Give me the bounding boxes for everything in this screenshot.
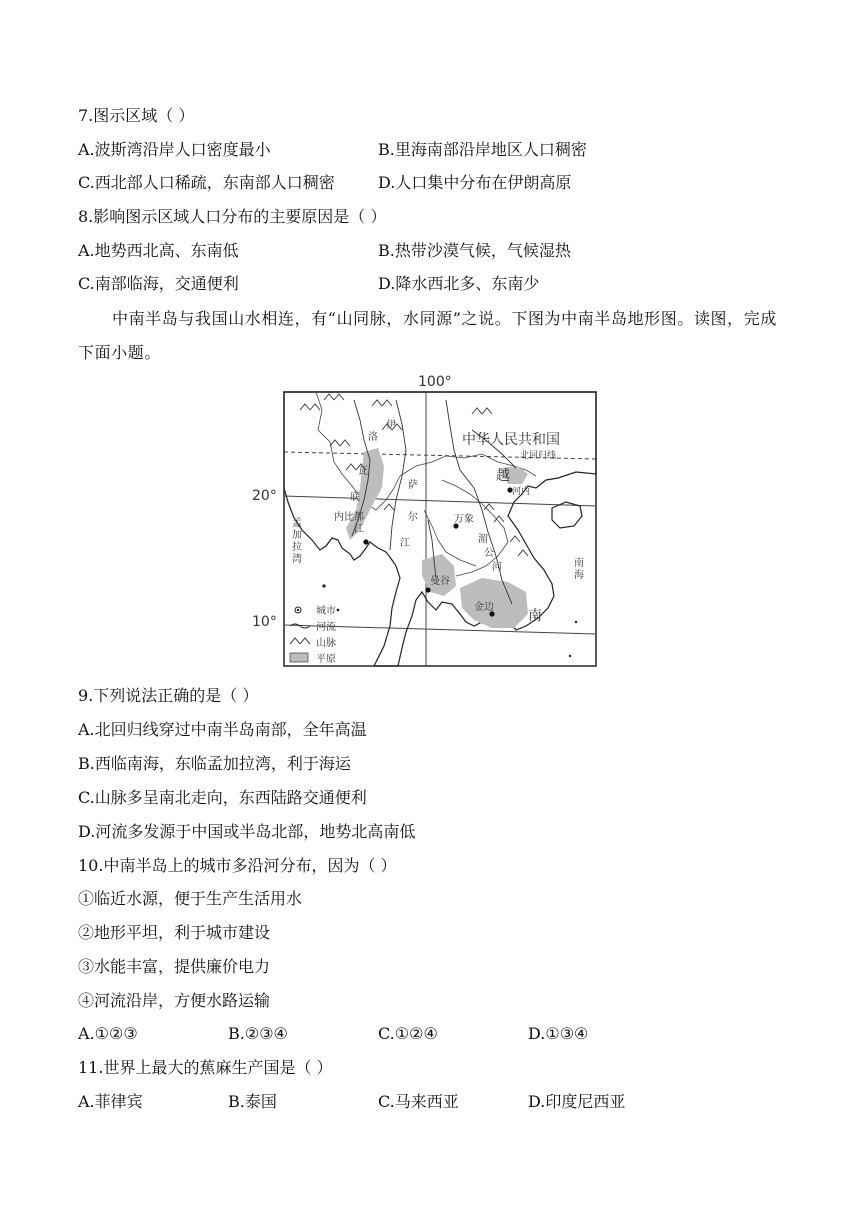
indochina-terrain-map [246, 370, 612, 672]
q8-option-c: C.南部临海，交通便利 [78, 274, 239, 293]
q7-stem: 7.图示区域（ ） [78, 106, 195, 125]
q10-statement-2: ②地形平坦，利于城市建设 [78, 923, 271, 942]
river-char-he: 河 [492, 562, 502, 573]
label-south-china-sea [574, 556, 584, 581]
city-bangkok-dot [425, 587, 430, 592]
q11-option-d: D.印度尼西亚 [528, 1092, 626, 1111]
river-char-gong: 公 [484, 548, 494, 559]
q10-option-b: B.②③④ [228, 1024, 288, 1043]
svg-text:拉: 拉 [292, 542, 302, 553]
river-char-er: 尔 [408, 512, 418, 523]
q8-option-d: D.降水西北多、东南少 [378, 274, 540, 293]
svg-text:加: 加 [292, 530, 302, 541]
lat-10-label: 10° [252, 614, 277, 630]
q7-option-c: C.西北部人口稀疏，东南部人口稠密 [78, 173, 335, 192]
passage-intro: 中南半岛与我国山水相连，有“山同脉，水同源”之说。下图为中南半岛地形图。读图，完成下面小题。 [78, 309, 777, 362]
label-naypyidaw: 内比都 [334, 512, 364, 523]
q8-option-b: B.热带沙漠气候，气候湿热 [378, 241, 571, 260]
q9-stem: 9.下列说法正确的是（ ） [78, 686, 259, 705]
legend-plain-icon [290, 653, 308, 662]
q10-option-d: D.①③④ [528, 1024, 589, 1043]
river-char-jiang-2: 江 [400, 538, 410, 549]
q11-option-c: C.马来西亚 [378, 1092, 459, 1111]
q8-option-a: A.地势西北高、东南低 [78, 241, 239, 260]
legend-mountain: 山脉 [316, 638, 336, 649]
label-bangkok: 曼谷 [430, 576, 450, 587]
river-char-wa: 瓦 [358, 466, 368, 477]
label-phnompenh: 金边 [474, 602, 494, 613]
q7-option-a: A.波斯湾沿岸人口密度最小 [78, 140, 271, 159]
river-char-jiang: 江 [354, 524, 364, 535]
q10-stem: 10.中南半岛上的城市多沿河分布，因为（ ） [78, 856, 397, 875]
island-dot [322, 584, 325, 587]
legend-plain: 平原 [316, 654, 336, 665]
label-vietnam-south: 南 [528, 608, 542, 624]
lat-20-label: 20° [252, 488, 277, 504]
city-naypyidaw-dot [363, 539, 368, 544]
legend-river: 河流 [316, 622, 336, 633]
island-dot [575, 621, 577, 623]
q10-option-c: C.①②④ [378, 1024, 438, 1043]
q11-stem: 11.世界上最大的蕉麻生产国是（ ） [78, 1058, 333, 1077]
q9-option-a: A.北回归线穿过中南半岛南部，全年高温 [78, 720, 367, 739]
q9-option-b: B.西临南海，东临孟加拉湾，利于海运 [78, 754, 351, 773]
river-char-di: 底 [350, 492, 360, 503]
q10-statement-4: ④河流沿岸，方便水路运输 [78, 991, 271, 1010]
river-char-yi: 伊 [386, 420, 396, 431]
svg-text:孟: 孟 [292, 518, 302, 529]
q11-option-b: B.泰国 [228, 1092, 277, 1111]
q7-option-d: D.人口集中分布在伊朗高原 [378, 173, 572, 192]
svg-text:海: 海 [574, 570, 584, 581]
river-char-luo: 洛 [368, 432, 378, 443]
island-dot [569, 655, 571, 657]
label-hanoi: 河内 [512, 487, 531, 497]
q10-option-a: A.①②③ [78, 1024, 138, 1043]
river-char-sa: 萨 [408, 480, 418, 491]
q8-stem: 8.影响图示区域人口分布的主要原因是（ ） [78, 207, 387, 226]
legend-city: 城市 [316, 606, 336, 617]
island-dot [337, 609, 340, 612]
q11-option-a: A.菲律宾 [78, 1092, 143, 1111]
q10-statement-3: ③水能丰富，提供廉价电力 [78, 957, 271, 976]
label-tropic: 北回归线 [520, 451, 557, 461]
q9-option-c: C.山脉多呈南北走向，东西陆路交通便利 [78, 788, 367, 807]
river-char-mei: 湄 [478, 534, 488, 545]
q10-statement-1: ①临近水源，便于生产生活用水 [78, 889, 303, 908]
svg-text:湾: 湾 [292, 554, 302, 565]
label-china: 中华人民共和国 [462, 432, 560, 448]
label-vietnam-north: 越 [496, 468, 510, 484]
q9-option-d: D.河流多发源于中国或半岛北部，地势北高南低 [78, 822, 416, 841]
svg-text:南: 南 [574, 558, 584, 569]
q7-option-b: B.里海南部沿岸地区人口稠密 [378, 140, 587, 159]
longitude-label: 100° [418, 374, 452, 390]
label-vientiane: 万象 [454, 514, 474, 525]
